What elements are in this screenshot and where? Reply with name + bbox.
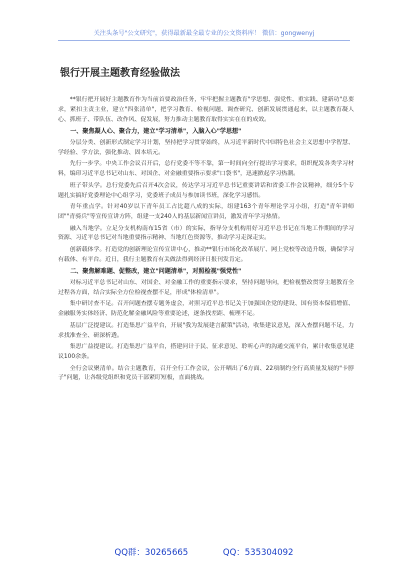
document-title: 银行开展主题教育经验做法 [60,68,180,79]
paragraph: 基层广泛提建议。打造集思广益平台，开展"我为发展建言献策"活动，收集建议意见，深入查摆问题不足，力求找准查全、研深析透。 [58,322,354,339]
document-body [58,96,354,536]
section-heading-1: 一、聚焦凝人心、聚合力，建立"学习清单"，入脑入心"学思想" [70,128,242,136]
paragraph: 融入当地学。立足分支机构南布15省（市）的实际，指导分支机构用好习近平总书记在当地工作期间的学习资源、习近平总书记对当地重要指示精神、当地红色资源等，推动学习走深走实。 [58,225,354,242]
paragraph: 先行一步学。中央工作会议召开后，总行党委不等不靠，第一时间向全行提出学习要求，组织配发各类学习材料，编印习近平总书记对山东、对国企、对金融重要指示要求"口袋书"，迅速掀起学习热潮。 [58,161,354,178]
footer-contact [0,546,408,560]
header-banner: 关注头条号"公文研究"，获得最新最全最专业的公文资料库！ 微信：gongwenyj [58,27,350,41]
paragraph: 创新载体学。打造党的创新理论宣传宣讲中心，推动**银行市场化改革展厅、网上党校等改造升级，确保学习有载体、有平台。近日，我行主题教育有关做法得到经济日报刊发肯定。 [58,246,354,263]
paragraph: 全行会议聚清单。结合主题教育，召开全行工作会议，公开晒出了6方面、22项制约全行高质量发展的"卡脖子"问题，让各级党组织和党员干部紧盯短板，直面挑战。 [58,365,354,382]
paragraph: 分层分类、创新形式制定学习计划，坚持把学习贯穿始终，从习近平新时代中国特色社会主义思想中学智慧、学经验、学方法，强化推动、固本培元。 [58,139,354,156]
section-heading-2: 二、聚焦解难题、促整改，建立"问题清单"，对照检视"强党性" [70,268,242,276]
paragraph-intro: **银行把开展好主题教育作为当前首要政治任务，牢牢把握主题教育"学思想、强党性、重实践、建新功"总要求，紧扣主责主业，建立"四张清单"，把学习教育、检视问题、调查研究、创新发展贯通起来，以主题教育凝人心、抓班子、带队伍、改作风、促发展，努力推动主题教育取得实实在在的成效。 [58,97,354,123]
paragraph: 集思广益提建议。打造集思广益平台，搭建问计于民、征求意见、聆听心声的沟通交流平台，累计收集意见建议100余条。 [58,344,354,361]
qq-text: QQ：535304092 [222,548,294,558]
paragraph: 集中研讨查不足。召开问题查摆专题务虚会，对照习近平总书记关于加强国企党的建设、国有资本保值增值、金融服务实体经济、防范化解金融风险等重要论述，逐条找差距、梳理不足。 [58,301,354,318]
paragraph: 青年重点学。针对40岁以下青年员工占比超八成的实际，组建163个青年理论学习小组，打造"青年讲师团""青骑兵"等宣传宣讲方阵，组建一支240人的基层新闻宣讲员，激发青年学习热情。 [58,204,354,221]
paragraph: 班子带头学。总行党委先后召开4次会议，传达学习习近平总书记重要讲话和省委工作会议精神，细分5个专题扎实搞好党委理论中心组学习，党委班子成员与参加读书班，深化学习感悟。 [58,182,354,199]
paragraph: 对标习近平总书记对山东、对国企、对金融工作的重要指示要求，坚持问题导向，把检视整改贯穿主题教育全过程各方面，结合实际全方位检视查摆不足，形成"体检清单"。 [58,279,354,296]
qq-group-text: QQ群：30265665 [114,548,189,558]
